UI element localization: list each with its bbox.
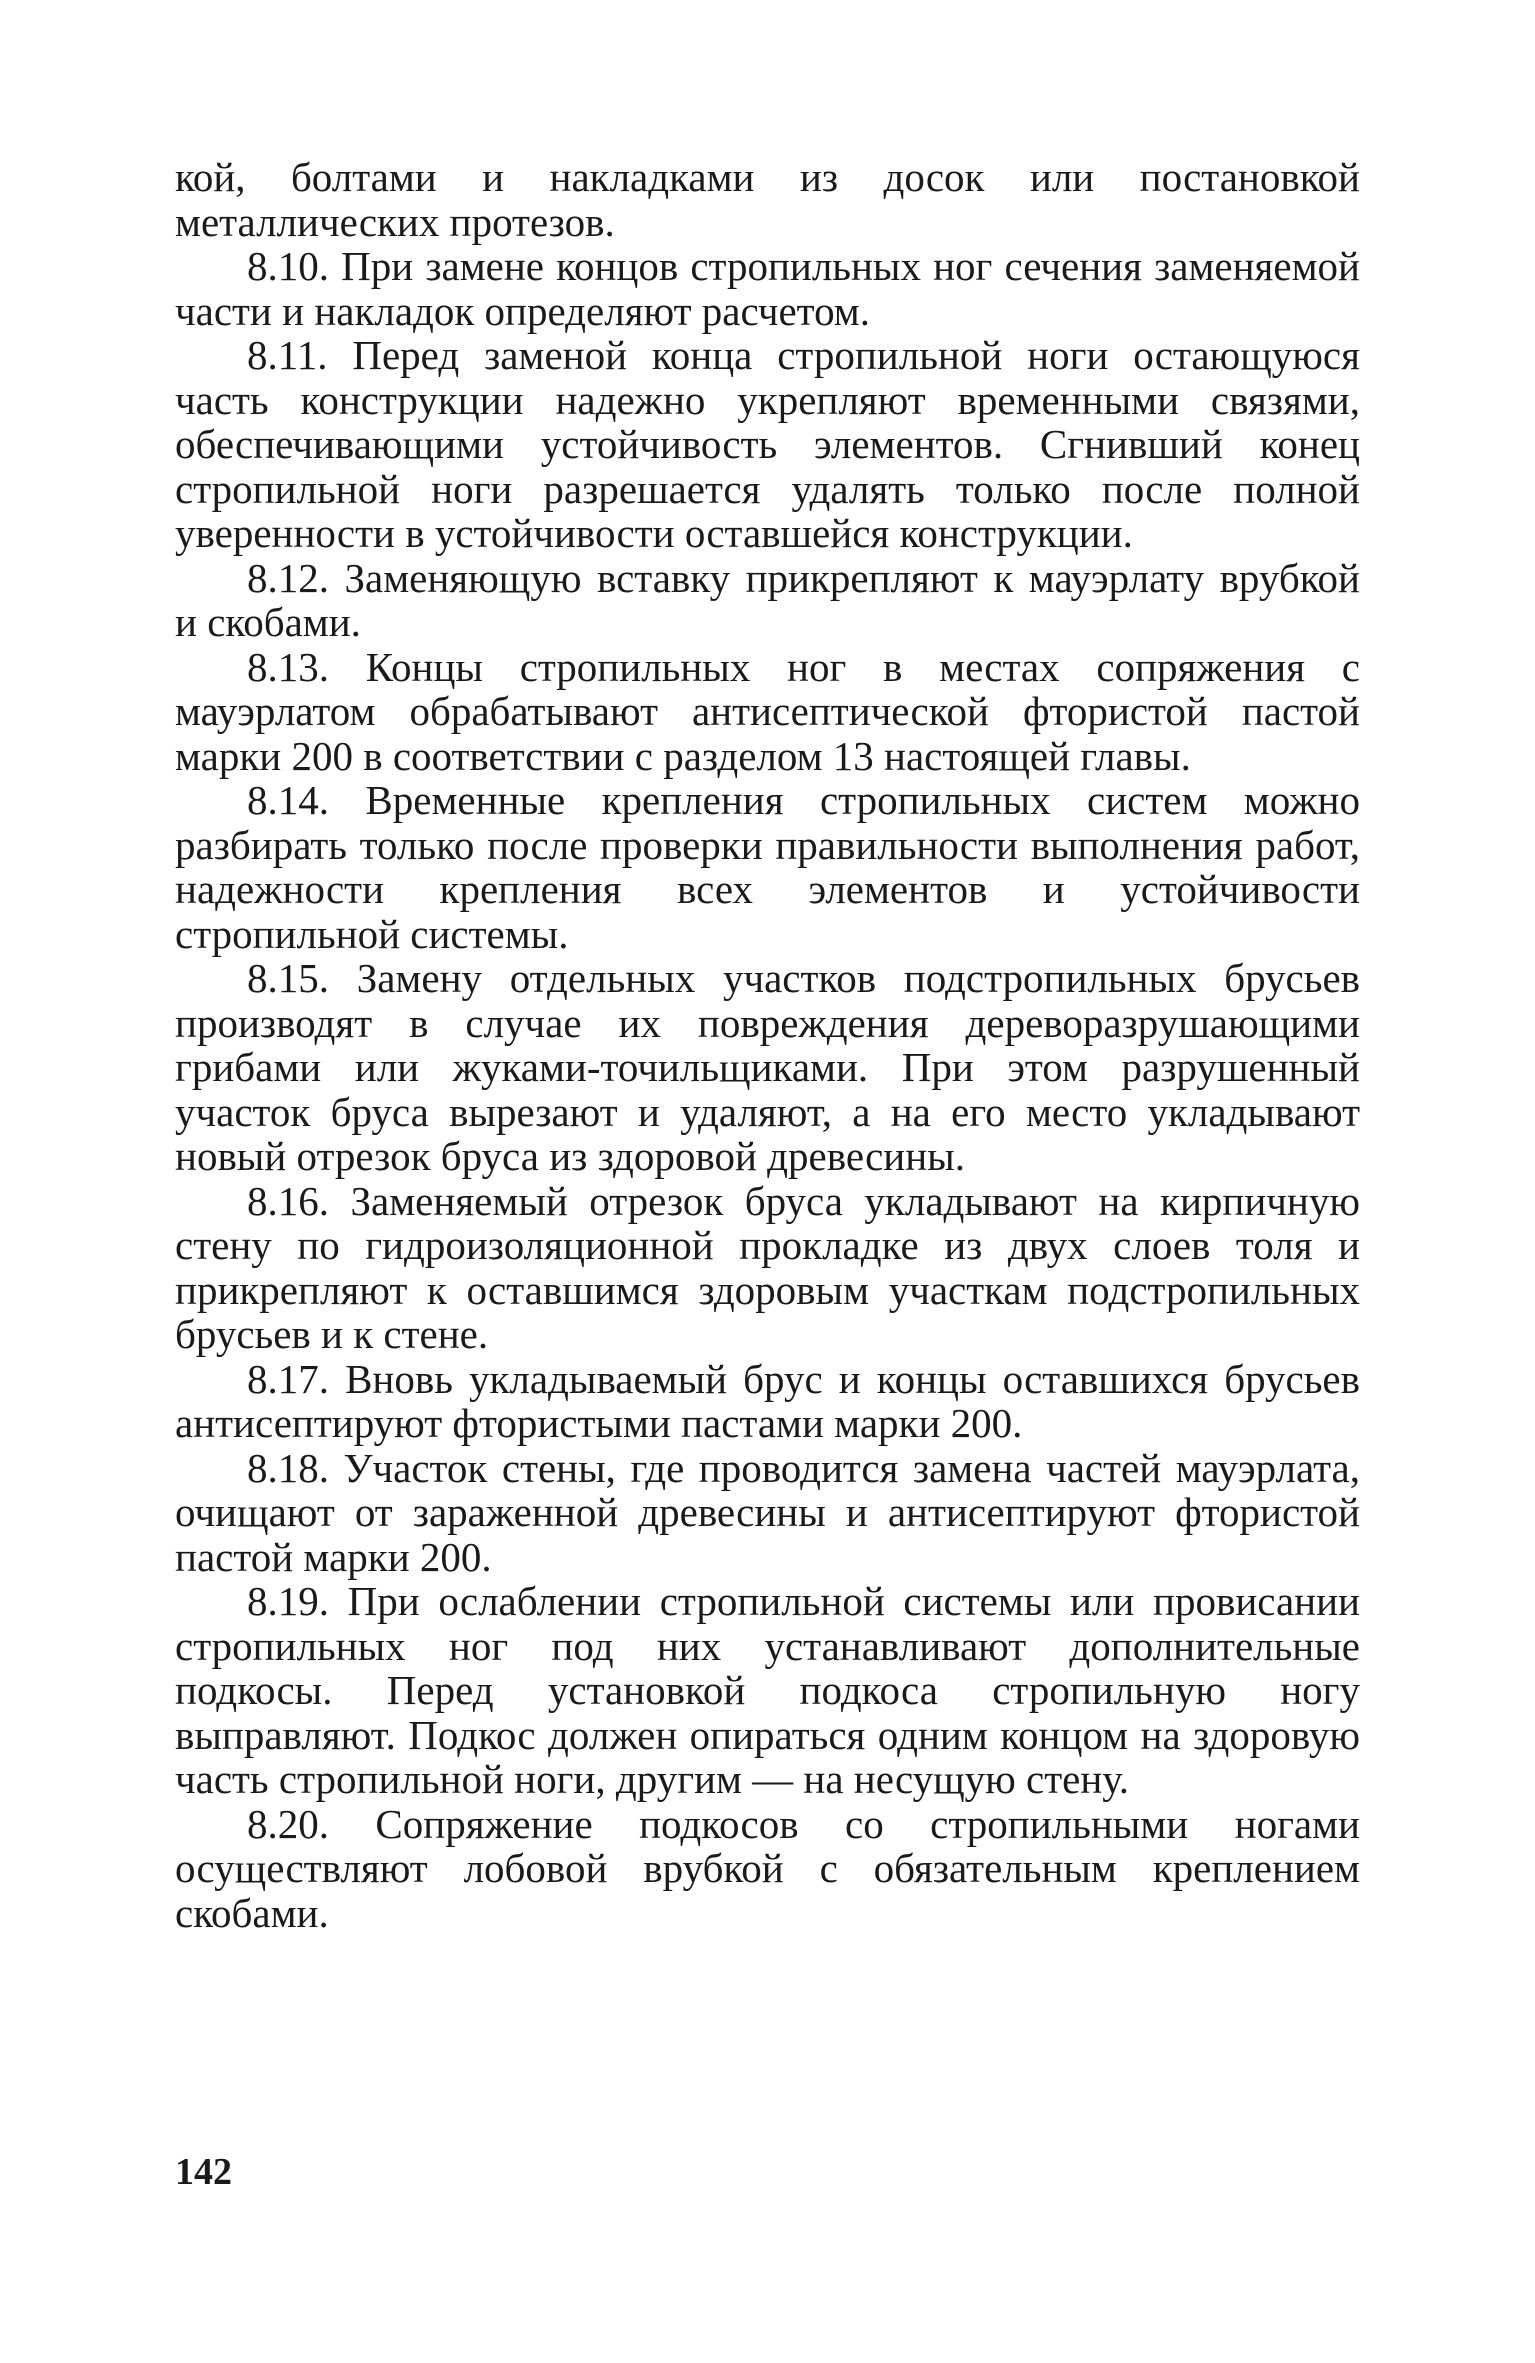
- paragraph-8-12: 8.12. Заменяющую вставку прикрепляют к мауэрлату врубкой и скобами.: [175, 554, 1360, 645]
- paragraph-continuation: кой, болтами и накладками из досок или постановкой металлических протезов.: [175, 154, 1360, 245]
- paragraph-8-13: 8.13. Концы стропильных ног в местах сопряжения с мауэрлатом обрабатывают антисептической фтористой пастой марки 200 в соответствии с разделом 13 настоящей главы.: [175, 643, 1360, 779]
- paragraph-8-15: 8.15. Замену отдельных участков подстропильных брусьев производят в случае их повреждения дереворазрушающими грибами или жуками-точильщиками. При этом разрушенный участок бруса вырезают и удаляют, а на его место укладывают новый отрезок бруса из здоровой древесины.: [175, 955, 1360, 1179]
- paragraph-8-11: 8.11. Перед заменой конца стропильной ноги остающуюся часть конструкции надежно укрепляют временными связями, обеспечивающими устойчивость элементов. Сгнивший конец стропильной ноги разрешается удалять только после полной уверенности в устойчивости оставшейся конструкции.: [175, 332, 1360, 556]
- paragraph-8-20: 8.20. Сопряжение подкосов со стропильными ногами осуществляют лобовой врубкой с обязательным креплением скобами.: [175, 1800, 1360, 1936]
- paragraph-8-10: 8.10. При замене концов стропильных ног сечения заменяемой части и накладок определяют расчетом.: [175, 243, 1360, 334]
- paragraph-8-16: 8.16. Заменяемый отрезок бруса укладывают на кирпичную стену по гидроизоляционной прокладке из двух слоев толя и прикрепляют к оставшимся здоровым участкам подстропильных брусьев и к стене.: [175, 1177, 1360, 1357]
- page-body: [175, 155, 1360, 1935]
- paragraph-8-19: 8.19. При ослаблении стропильной системы или провисании стропильных ног под них устанавливают дополнительные подкосы. Перед установкой подкоса стропильную ногу выправляют. Подкос должен опираться одним концом на здоровую часть стропильной ноги, другим — на несущую стену.: [175, 1578, 1360, 1802]
- paragraph-8-14: 8.14. Временные крепления стропильных систем можно разбирать только после проверки правильности выполнения работ, надежности крепления всех элементов и устойчивости стропильной системы.: [175, 777, 1360, 957]
- paragraph-8-18: 8.18. Участок стены, где проводится замена частей мауэрлата, очищают от зараженной древесины и антисептируют фтористой пастой марки 200.: [175, 1444, 1360, 1580]
- page-number: 142: [175, 2151, 232, 2193]
- paragraph-8-17: 8.17. Вновь укладываемый брус и концы оставшихся брусьев антисептируют фтористыми пастами марки 200.: [175, 1355, 1360, 1446]
